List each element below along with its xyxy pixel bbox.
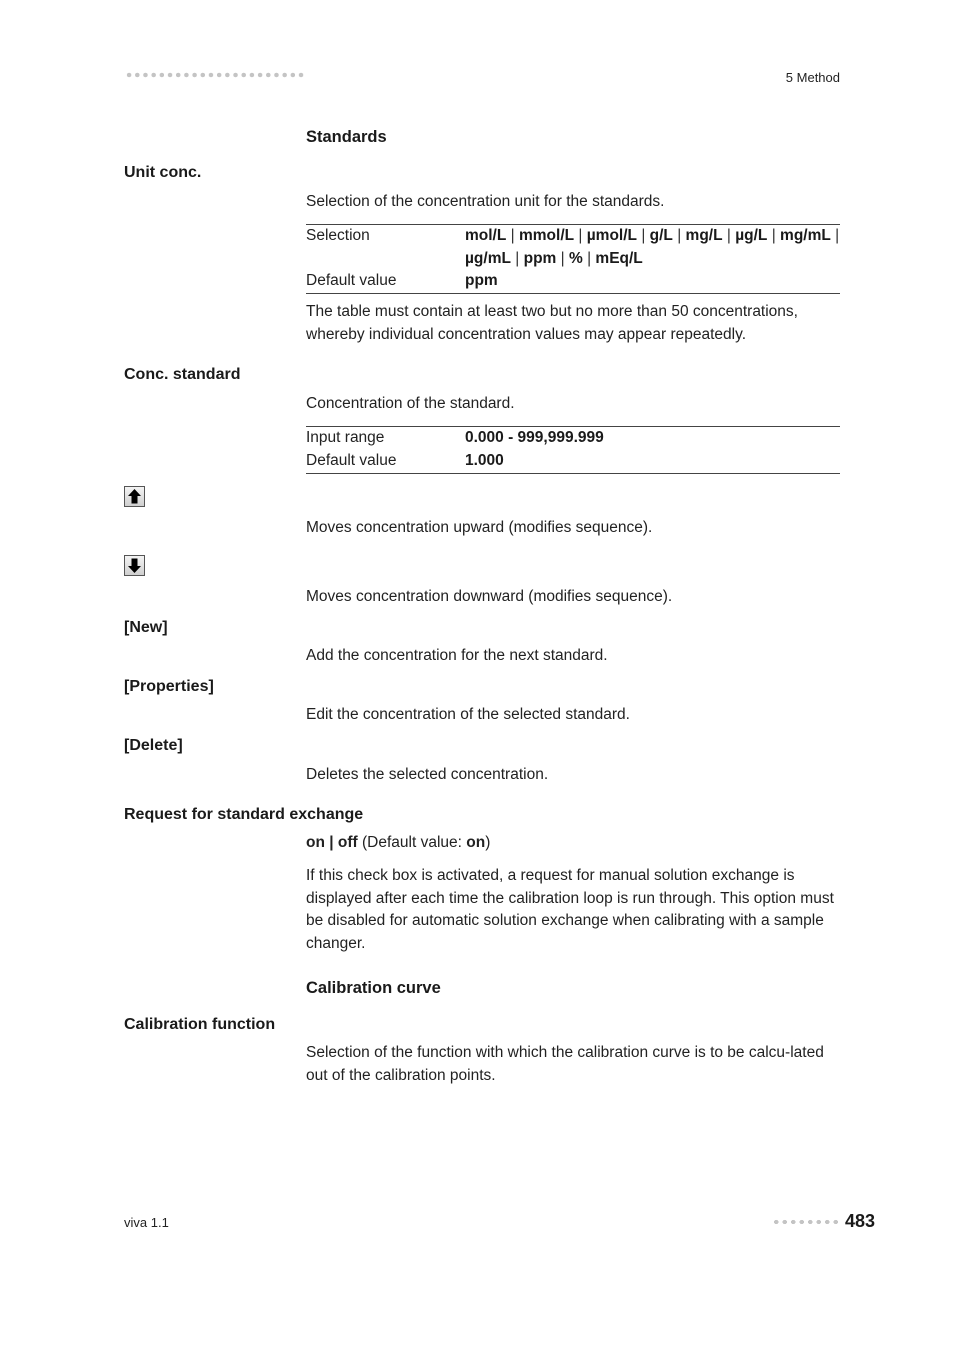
- product-version: viva 1.1: [124, 1215, 169, 1230]
- term-calibration-function: Calibration function: [124, 1016, 276, 1033]
- unit-option: mmol/L: [518, 227, 575, 244]
- properties-description: Edit the concentration of the selected standard.: [306, 706, 630, 723]
- header-dots-decoration: [125, 71, 307, 79]
- unit-option: µg/L: [735, 227, 768, 244]
- unit-option-separator: |: [506, 227, 519, 244]
- conc-default-label: Default value: [306, 451, 397, 469]
- unit-option: mEq/L: [595, 249, 643, 267]
- request-exchange-description: If this check box is activated, a request for manual solution exchange is displayed after each time the calibration loop is run through. This option must be disabled for automatic solution exchange when calibrating with a sample changer.: [306, 867, 834, 952]
- selection-row: [306, 225, 840, 270]
- default-prefix: (Default value:: [357, 834, 467, 851]
- unit-option-separator: |: [830, 227, 840, 244]
- unit-option: g/L: [649, 227, 673, 244]
- unit-option-separator: |: [510, 249, 524, 267]
- default-value: ppm: [465, 272, 498, 289]
- unit-option-separator: |: [767, 227, 781, 244]
- unit-option-separator: |: [574, 227, 587, 244]
- conc-standard-parameter-table: [306, 426, 840, 474]
- move-down-arrow-icon[interactable]: [124, 555, 145, 576]
- input-range-row: [306, 427, 840, 450]
- default-suffix: ): [485, 834, 491, 851]
- page-number: 483: [845, 1211, 876, 1231]
- unit-options-list: [465, 225, 840, 270]
- unit-option-separator: |: [582, 249, 596, 267]
- unit-option: ppm: [523, 249, 557, 267]
- request-exchange-options: [306, 832, 840, 855]
- section-heading-standards: Standards: [306, 128, 387, 146]
- term-properties-button: [Properties]: [124, 678, 214, 695]
- input-range-label: Input range: [306, 429, 385, 446]
- unit-option: mg/L: [685, 227, 723, 244]
- term-unit-conc: Unit conc.: [124, 164, 202, 181]
- unit-conc-note: The table must contain at least two but no more than 50 concentrations, whereby individual concentration values may appear repeatedly.: [306, 303, 798, 343]
- option-on: on: [306, 834, 325, 851]
- unit-conc-parameter-table: [306, 224, 840, 294]
- unit-option: µmol/L: [586, 227, 638, 244]
- default-label: Default value: [306, 272, 397, 289]
- unit-option: mol/L: [465, 227, 507, 244]
- move-up-arrow-icon[interactable]: [124, 486, 145, 507]
- new-description: Add the concentration for the next standard.: [306, 647, 608, 664]
- term-request-standard-exchange: Request for standard exchange: [124, 806, 364, 823]
- unit-option: %: [568, 249, 583, 267]
- delete-description: Deletes the selected concentration.: [306, 766, 549, 783]
- unit-option-separator: |: [556, 249, 569, 267]
- input-range-value: 0.000 - 999,999.999: [465, 429, 604, 446]
- option-separator: |: [324, 834, 338, 851]
- term-conc-standard: Conc. standard: [124, 366, 241, 383]
- calibration-function-description: Selection of the function with which the calibration curve is to be calcu-lated out of the calibration points.: [306, 1044, 824, 1084]
- unit-option: µg/mL: [465, 249, 511, 267]
- option-off: off: [337, 834, 358, 851]
- conc-default-value: 1.000: [465, 451, 504, 469]
- selection-label: Selection: [306, 227, 370, 244]
- term-delete-button: [Delete]: [124, 737, 183, 754]
- default-on: on: [466, 834, 486, 851]
- conc-standard-description: Concentration of the standard.: [306, 395, 515, 412]
- unit-option-separator: |: [637, 227, 650, 244]
- section-heading-calibration-curve: Calibration curve: [306, 979, 441, 997]
- unit-option-separator: |: [722, 227, 736, 244]
- move-up-description: Moves concentration upward (modifies sequence).: [306, 519, 653, 536]
- unit-option: mg/mL: [780, 227, 831, 244]
- move-down-description: Moves concentration downward (modifies sequence).: [306, 588, 673, 605]
- unit-conc-description: Selection of the concentration unit for the standards.: [306, 193, 665, 210]
- chapter-title: 5 Method: [785, 70, 840, 85]
- footer-dots-decoration: [772, 1218, 840, 1226]
- term-new-button: [New]: [124, 619, 168, 636]
- default-row: [306, 270, 840, 293]
- conc-default-row: [306, 450, 840, 473]
- unit-option-separator: |: [672, 227, 686, 244]
